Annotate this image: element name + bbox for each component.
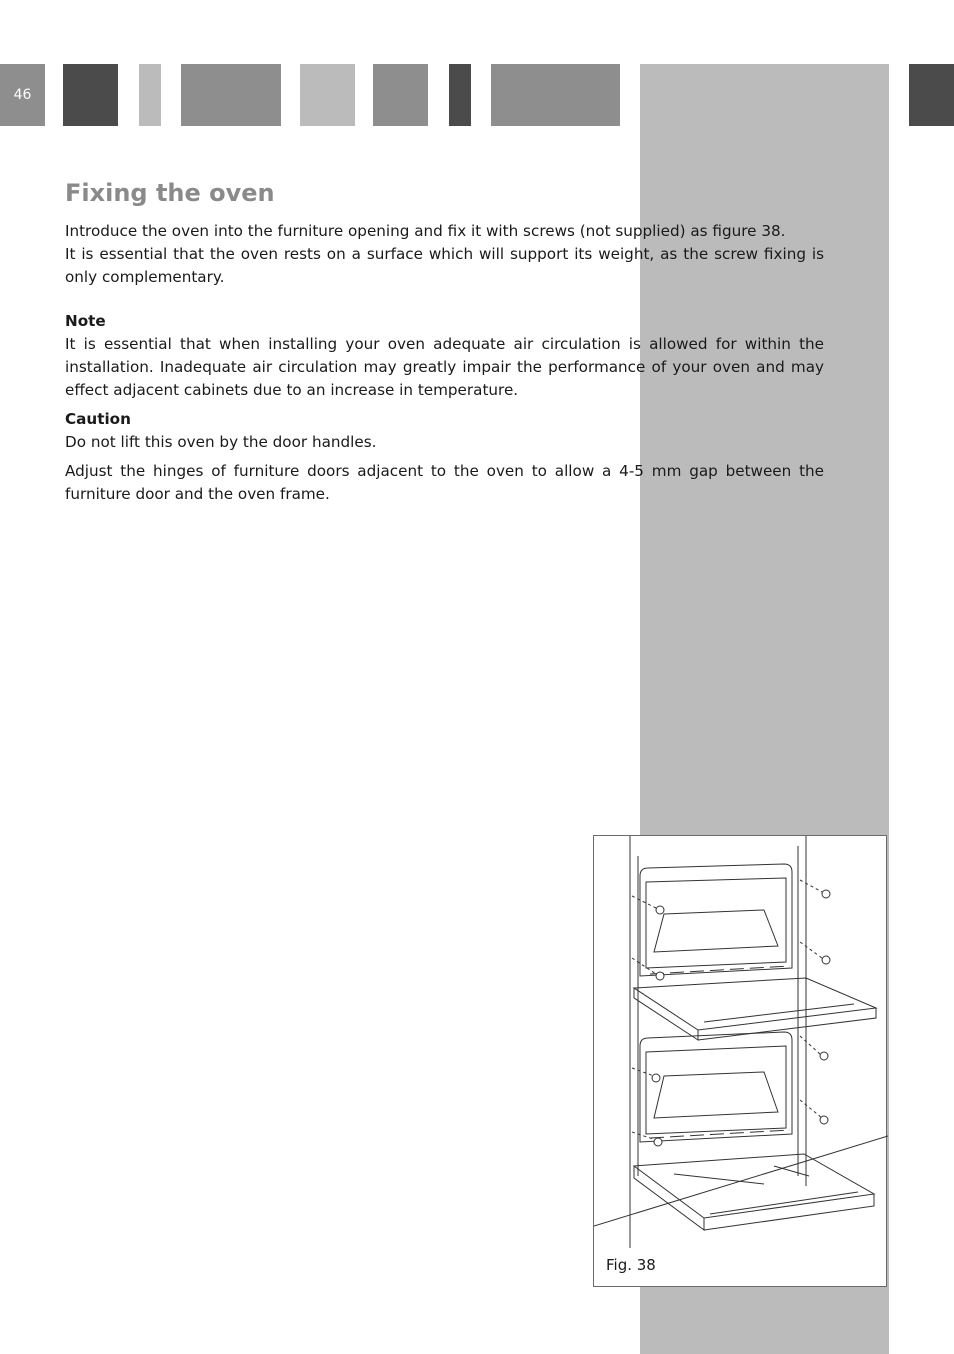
main-content	[65, 176, 824, 506]
note-text: It is essential that when installing your oven adequate air circulation is allowed for within the installation. Inadequate air circulation may greatly impair the performance of your oven and may effect adjacent cabinets due to an increase in temperature.	[65, 335, 824, 399]
adjust-paragraph: Adjust the hinges of furniture doors adjacent to the oven to allow a 4-5 mm gap between the furniture door and the oven frame.	[65, 462, 824, 503]
page-number: 46	[0, 64, 45, 126]
oven-installation-illustration	[594, 836, 888, 1288]
header-tab-dark	[449, 64, 471, 126]
figure-38	[593, 835, 887, 1287]
figure-caption: Fig. 38	[606, 1256, 656, 1274]
caution-heading: Caution	[65, 410, 131, 428]
page-title: Fixing the oven	[65, 179, 275, 207]
caution-text: Do not lift this oven by the door handles.	[65, 433, 377, 451]
note-heading: Note	[65, 312, 106, 330]
header-tab-dark	[909, 64, 954, 126]
intro-paragraph-1: Introduce the oven into the furniture opening and fix it with screws (not supplied) as figure 38.	[65, 222, 786, 240]
header-tab-light	[300, 64, 355, 126]
intro-paragraph-2: It is essential that the oven rests on a surface which will support its weight, as the screw fixing is only complementary.	[65, 245, 824, 286]
header-tab-mid	[373, 64, 428, 126]
header-tab-mid	[181, 64, 281, 126]
header-tab-light	[139, 64, 161, 126]
header-tab-dark	[63, 64, 118, 126]
header-tab-mid	[491, 64, 620, 126]
